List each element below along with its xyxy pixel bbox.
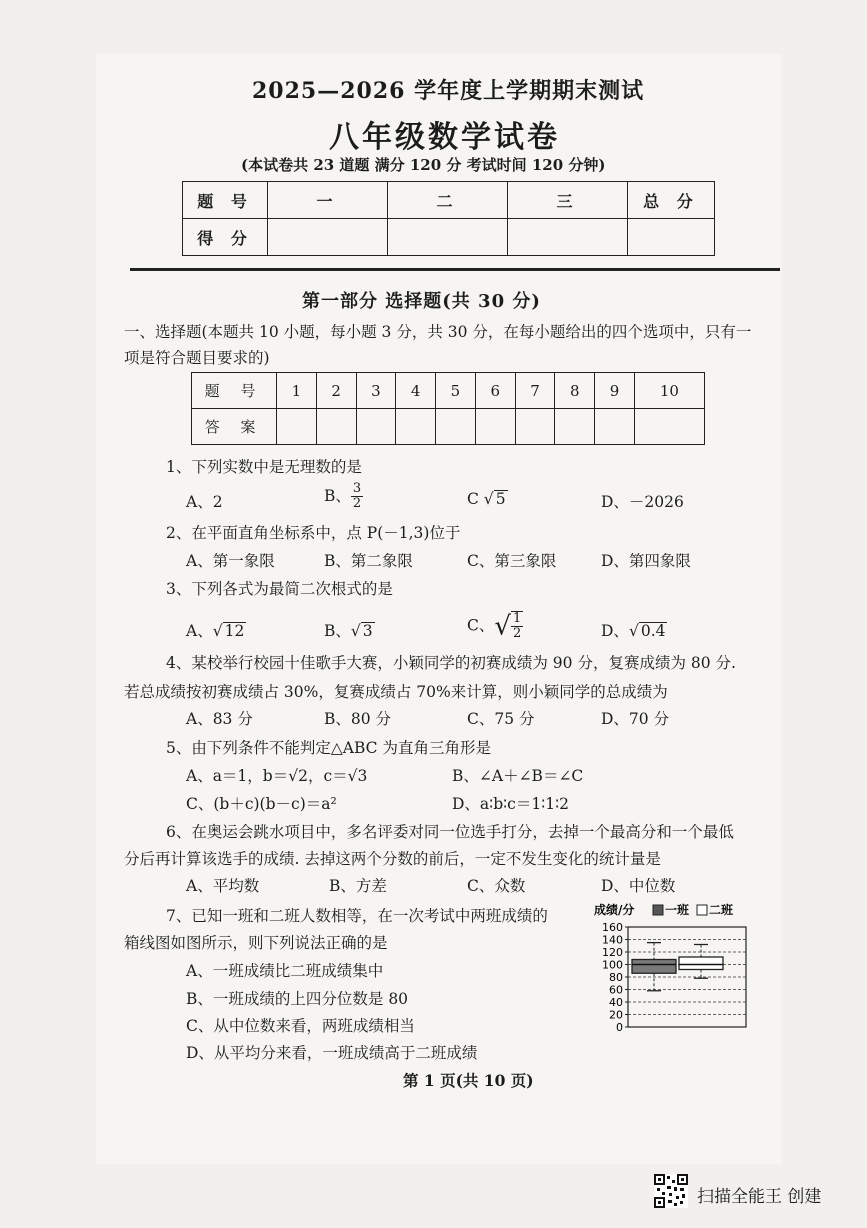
answer-header: 答 案 xyxy=(192,409,277,445)
score-cell: 三 xyxy=(507,182,627,219)
q4-option-b: B、80 分 xyxy=(324,710,392,728)
q5-option-b: B、∠A＋∠B＝∠C xyxy=(452,767,584,785)
answer-number: 3 xyxy=(356,373,396,409)
radicand: 0.4 xyxy=(640,622,666,640)
answer-blank xyxy=(277,409,317,445)
answer-blank xyxy=(595,409,635,445)
answer-number: 8 xyxy=(555,373,595,409)
q4-option-a: A、83 分 xyxy=(186,710,253,728)
score-blank xyxy=(388,219,508,256)
question-5-stem: 5、由下列条件不能判定△ABC 为直角三角形是 xyxy=(166,739,491,757)
q3-option-d xyxy=(601,619,667,641)
q2-option-d: D、第四象限 xyxy=(601,552,691,570)
page-title: 八年级数学试卷 xyxy=(329,120,560,155)
y-tick-label: 40 xyxy=(609,996,623,1009)
question-6-line: 6、在奥运会跳水项目中，多名评委对同一位选手打分，去掉一个最高分和一个最低 xyxy=(166,823,734,841)
q2-option-b: B、第二象限 xyxy=(324,552,413,570)
radical-sign: √ xyxy=(212,622,223,640)
question-6-line: 分后再计算该选手的成绩. 去掉这两个分数的前后，一定不发生变化的统计量是 xyxy=(124,850,661,868)
fraction xyxy=(351,482,363,512)
answer-blank xyxy=(356,409,396,445)
y-tick-label: 0 xyxy=(616,1021,623,1034)
q4-option-c: C、75 分 xyxy=(467,710,535,728)
answer-row xyxy=(192,409,705,445)
option-label: B、 xyxy=(324,486,351,505)
q5-option-d: D、a∶b∶c＝1∶1∶2 xyxy=(452,795,569,813)
q1-option-d: D、－2026 xyxy=(601,493,684,511)
y-tick-label: 120 xyxy=(602,946,623,959)
option-label: A、 xyxy=(186,622,213,640)
score-cell: 总 分 xyxy=(627,182,714,219)
q7-option-b: B、一班成绩的上四分位数是 80 xyxy=(186,990,409,1008)
answer-blank xyxy=(475,409,515,445)
q6-option-b: B、方差 xyxy=(329,877,387,895)
chart-plot-area xyxy=(602,921,746,1034)
fraction xyxy=(511,611,523,642)
answer-number: 7 xyxy=(515,373,555,409)
instruction-line: 一、选择题(本题共 10 小题，每小题 3 分，共 30 分，在每小题给出的四个选项中，只有一 xyxy=(124,323,752,341)
denominator: 2 xyxy=(352,496,362,512)
q3-option-c xyxy=(467,611,523,642)
q2-option-c: C、第三象限 xyxy=(467,552,557,570)
radical-sign: √ xyxy=(350,622,361,640)
q6-option-d: D、中位数 xyxy=(601,877,676,895)
answer-blank xyxy=(436,409,476,445)
legend-swatch xyxy=(697,905,707,915)
title-year: 2025—2026 学年度上学期期末测试 xyxy=(252,78,645,104)
score-table-header-row xyxy=(183,182,715,219)
answer-blank xyxy=(316,409,356,445)
y-tick-label: 160 xyxy=(602,921,623,934)
q6-option-c: C、众数 xyxy=(467,877,526,895)
answer-number: 10 xyxy=(634,373,704,409)
radicand: 3 xyxy=(362,622,373,640)
radical-sign: √ xyxy=(483,490,494,508)
question-1-stem: 1、下列实数中是无理数的是 xyxy=(166,458,362,476)
answer-number: 6 xyxy=(475,373,515,409)
option-label: B、 xyxy=(324,622,351,640)
q1-option-b xyxy=(324,482,363,512)
q7-option-d: D、从平均分来看，一班成绩高于二班成绩 xyxy=(186,1044,478,1062)
q4-option-d: D、70 分 xyxy=(601,710,670,728)
question-3-stem: 3、下列各式为最简二次根式的是 xyxy=(166,580,393,598)
score-cell: 二 xyxy=(388,182,508,219)
divider xyxy=(130,268,780,271)
answer-blank xyxy=(634,409,704,445)
y-tick-label: 140 xyxy=(602,933,623,947)
question-7-line: 箱线图如图所示，则下列说法正确的是 xyxy=(124,934,388,952)
option-label: C xyxy=(467,490,484,508)
radical-sign: √ xyxy=(494,611,511,642)
answer-number: 5 xyxy=(436,373,476,409)
radicand: 5 xyxy=(495,490,506,508)
answer-header: 题 号 xyxy=(192,373,277,409)
box xyxy=(679,957,723,970)
denominator: 2 xyxy=(512,626,522,642)
answer-table xyxy=(191,372,705,445)
score-cell: 题 号 xyxy=(183,182,268,219)
numerator: 3 xyxy=(352,481,362,496)
answer-number: 1 xyxy=(277,373,317,409)
radical-sign: √ xyxy=(628,622,639,640)
q1-option-a: A、2 xyxy=(186,493,223,511)
chart-y-label: 成绩/分 xyxy=(594,903,635,917)
answer-number: 2 xyxy=(316,373,356,409)
q3-option-a xyxy=(186,619,246,641)
option-label: C、 xyxy=(467,616,495,635)
answer-number: 4 xyxy=(396,373,436,409)
score-table xyxy=(182,181,715,256)
q3-option-b xyxy=(324,619,375,641)
score-cell: 一 xyxy=(268,182,388,219)
legend-label: 二班 xyxy=(709,903,734,917)
page-footer: 第 1 页(共 10 页) xyxy=(403,1071,534,1090)
question-4-line: 若总成绩按初赛成绩占 30%，复赛成绩占 70%来计算，则小颖同学的总成绩为 xyxy=(124,683,668,701)
score-blank xyxy=(507,219,627,256)
answer-number: 9 xyxy=(595,373,635,409)
box xyxy=(632,960,676,974)
score-blank xyxy=(627,219,714,256)
numerator: 1 xyxy=(512,611,522,626)
y-tick-label: 20 xyxy=(609,1008,623,1022)
answer-blank xyxy=(396,409,436,445)
y-tick-label: 100 xyxy=(602,958,623,972)
instruction-line: 项是符合题目要求的) xyxy=(124,349,270,367)
q7-option-c: C、从中位数来看，两班成绩相当 xyxy=(186,1017,415,1035)
q5-option-a: A、a＝1，b＝√2，c＝√3 xyxy=(186,767,368,785)
q6-option-a: A、平均数 xyxy=(186,877,260,895)
y-tick-label: 80 xyxy=(609,971,623,984)
q2-option-a: A、第一象限 xyxy=(186,552,275,570)
qr-code-icon xyxy=(654,1174,688,1208)
question-2-stem: 2、在平面直角坐标系中，点 P(－1,3)位于 xyxy=(166,524,461,542)
q5-option-c: C、(b＋c)(b－c)＝a² xyxy=(186,795,337,813)
question-7-line: 7、已知一班和二班人数相等，在一次考试中两班成绩的 xyxy=(166,907,548,925)
option-label: D、 xyxy=(601,622,629,640)
score-cell: 得 分 xyxy=(183,219,268,256)
score-table-score-row xyxy=(183,219,715,256)
exam-subtitle: (本试卷共 23 道题 满分 120 分 考试时间 120 分钟) xyxy=(241,156,606,174)
watermark-brand: 扫描全能王 创建 xyxy=(697,1187,822,1207)
answer-blank xyxy=(515,409,555,445)
q1-option-c xyxy=(467,490,508,508)
part-title: 第一部分 选择题(共 30 分) xyxy=(302,291,541,312)
q7-option-a: A、一班成绩比二班成绩集中 xyxy=(186,962,384,980)
legend-label: 一班 xyxy=(665,903,690,917)
radicand: 12 xyxy=(224,622,245,640)
answer-blank xyxy=(555,409,595,445)
answer-number-row xyxy=(192,373,705,409)
y-tick-label: 60 xyxy=(609,983,623,997)
question-4-line: 4、某校举行校园十佳歌手大赛，小颖同学的初赛成绩为 90 分，复赛成绩为 80 分. xyxy=(166,654,736,672)
legend-swatch xyxy=(653,905,663,915)
score-blank xyxy=(268,219,388,256)
boxplot-chart xyxy=(594,901,764,1035)
